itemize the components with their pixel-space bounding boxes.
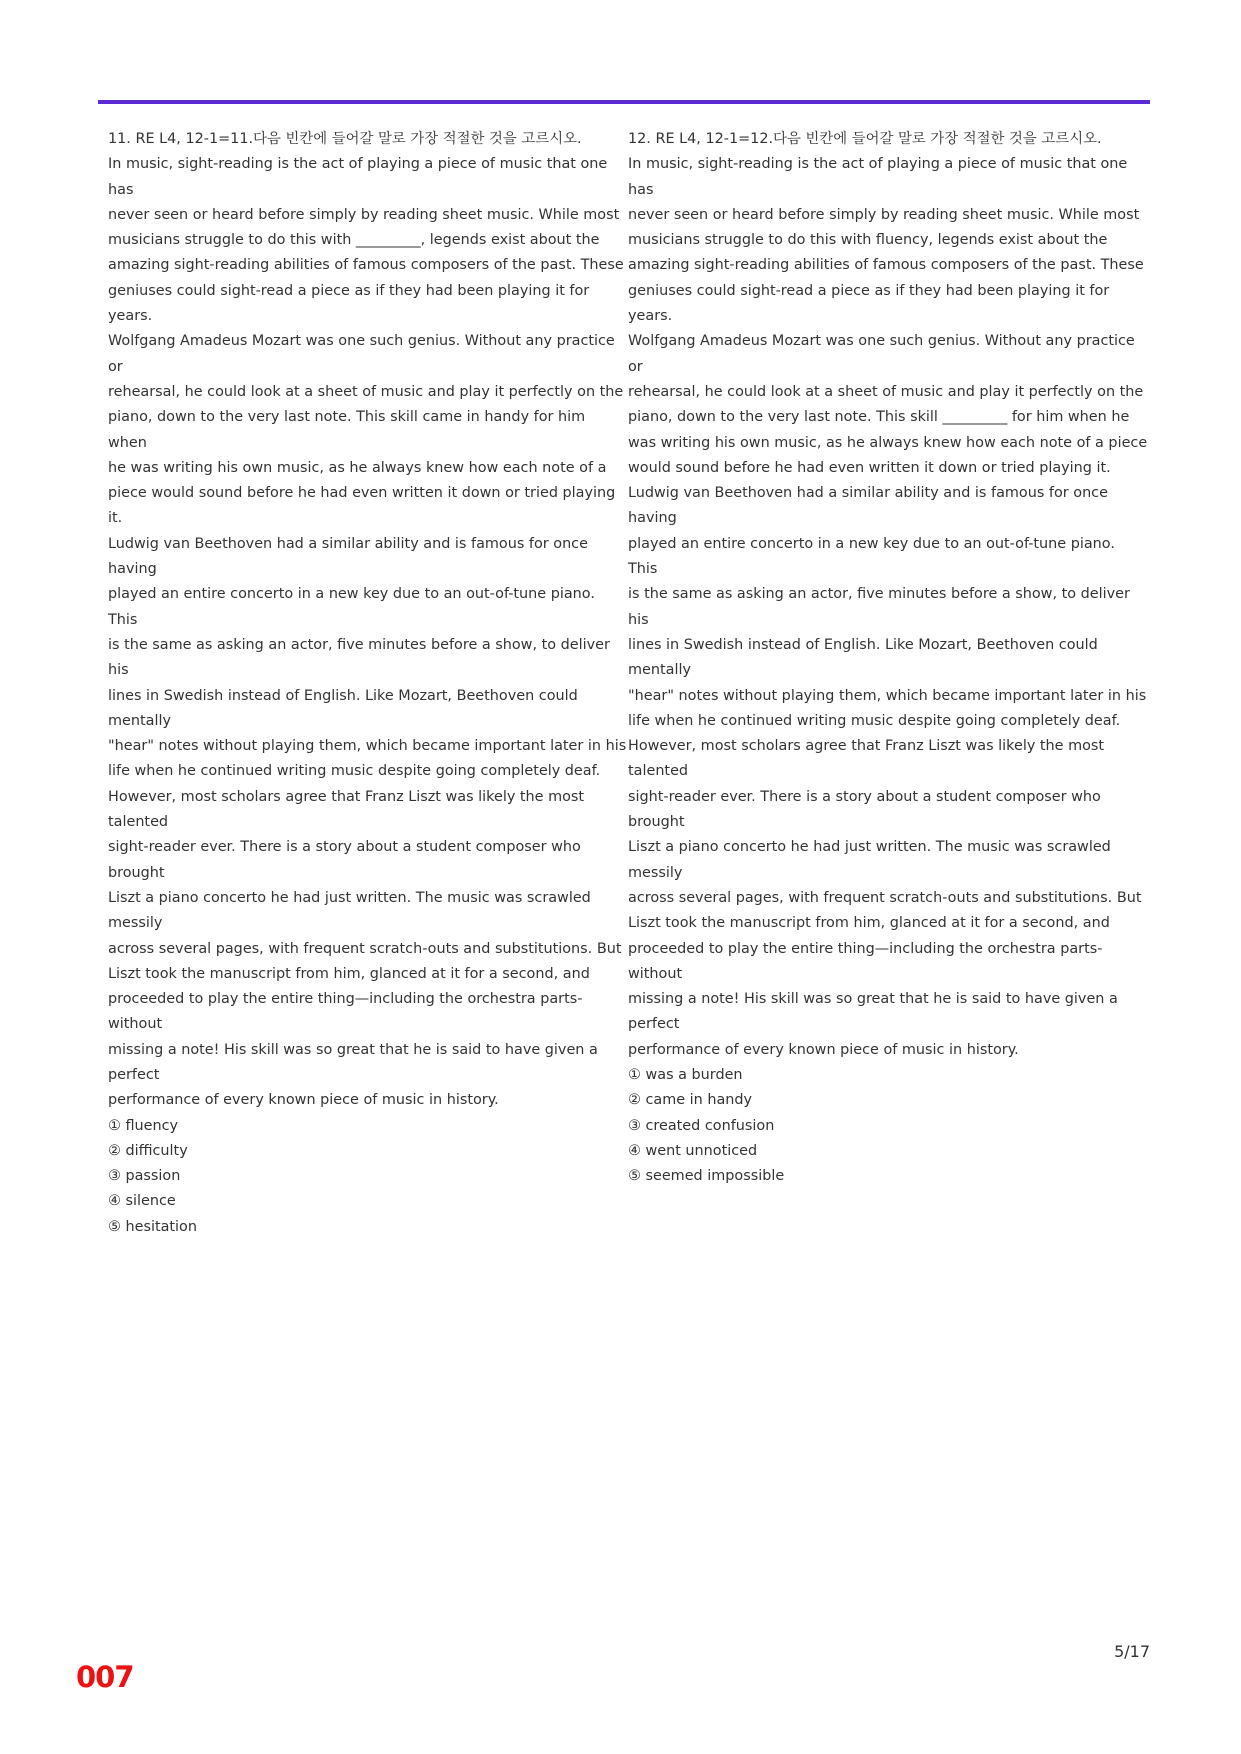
- page-number: 5/17: [1114, 1642, 1150, 1661]
- question-heading: 11. RE L4, 12-1=11.다음 빈칸에 들어갈 말로 가장 적절한 것을 고르시오.: [108, 131, 582, 147]
- question-heading: 12. RE L4, 12-1=12.다음 빈칸에 들어갈 말로 가장 적절한 것을 고르시오.: [628, 131, 1102, 147]
- answer-option-2: ② came in handy: [628, 1092, 753, 1109]
- question-12: [628, 127, 1148, 1189]
- answer-option-2: ② difficulty: [108, 1142, 188, 1159]
- answer-option-4: ④ went unnoticed: [628, 1142, 758, 1159]
- question-11: [108, 127, 628, 1240]
- answer-option-4: ④ silence: [108, 1193, 176, 1210]
- answer-option-1: ① fluency: [108, 1117, 179, 1134]
- answer-option-3: ③ created confusion: [628, 1117, 775, 1134]
- answer-option-5: ⑤ seemed impossible: [628, 1168, 785, 1185]
- answer-option-3: ③ passion: [108, 1168, 181, 1185]
- header-divider: [98, 100, 1150, 104]
- question-passage: In music, sight-reading is the act of playing a piece of music that one has never seen or heard before simply by reading sheet music. While most musicians struggle to do this with fluency, legends exist about the amazing sight-reading abilities of famous composers of the past. These geniuses could sight-read a piece as if they had been playing it for years. Wolfgang Amadeus Mozart was one such genius. Without any practice or rehearsal, he could look at a sheet of music and play it perfectly on the piano, down to the very last note. This skill _________ for him when he was writing his own music, as he always knew how each note of a piece would sound before he had even written it down or tried playing it. Ludwig van Beethoven had a similar ability and is famous for once having played an entire concerto in a new key due to an out-of-tune piano. This is the same as asking an actor, five minutes before a show, to deliver his lines in Swedish instead of English. Like Mozart, Beethoven could mentally "hear" notes without playing them, which became important later in his life when he continued writing music despite going completely deaf. However, most scholars agree that Franz Liszt was likely the most talented sight-reader ever. There is a story about a student composer who brought Liszt a piano concerto he had just written. The music was scrawled messily across several pages, with frequent scratch-outs and substitutions. But Liszt took the manuscript from him, glanced at it for a second, and proceeded to play the entire thing—including the orchestra parts-without missing a note! His skill was so great that he is said to have given a perfect performance of every known piece of music in history.: [628, 156, 1148, 1058]
- answer-option-1: ① was a burden: [628, 1066, 743, 1083]
- question-passage: In music, sight-reading is the act of playing a piece of music that one has never seen or heard before simply by reading sheet music. While most musicians struggle to do this with _________, legends exist about the amazing sight-reading abilities of famous composers of the past. These geniuses could sight-read a piece as if they had been playing it for years. Wolfgang Amadeus Mozart was one such genius. Without any practice or rehearsal, he could look at a sheet of music and play it perfectly on the piano, down to the very last note. This skill came in handy for him when he was writing his own music, as he always knew how each note of a piece would sound before he had even written it down or tried playing it. Ludwig van Beethoven had a similar ability and is famous for once having played an entire concerto in a new key due to an out-of-tune piano. This is the same as asking an actor, five minutes before a show, to deliver his lines in Swedish instead of English. Like Mozart, Beethoven could mentally "hear" notes without playing them, which became important later in his life when he continued writing music despite going completely deaf. However, most scholars agree that Franz Liszt was likely the most talented sight-reader ever. There is a story about a student composer who brought Liszt a piano concerto he had just written. The music was scrawled messily across several pages, with frequent scratch-outs and substitutions. But Liszt took the manuscript from him, glanced at it for a second, and proceeded to play the entire thing—including the orchestra parts-without missing a note! His skill was so great that he is said to have given a perfect performance of every known piece of music in history.: [108, 156, 627, 1109]
- answer-option-5: ⑤ hesitation: [108, 1218, 197, 1235]
- logo: 007: [76, 1660, 134, 1694]
